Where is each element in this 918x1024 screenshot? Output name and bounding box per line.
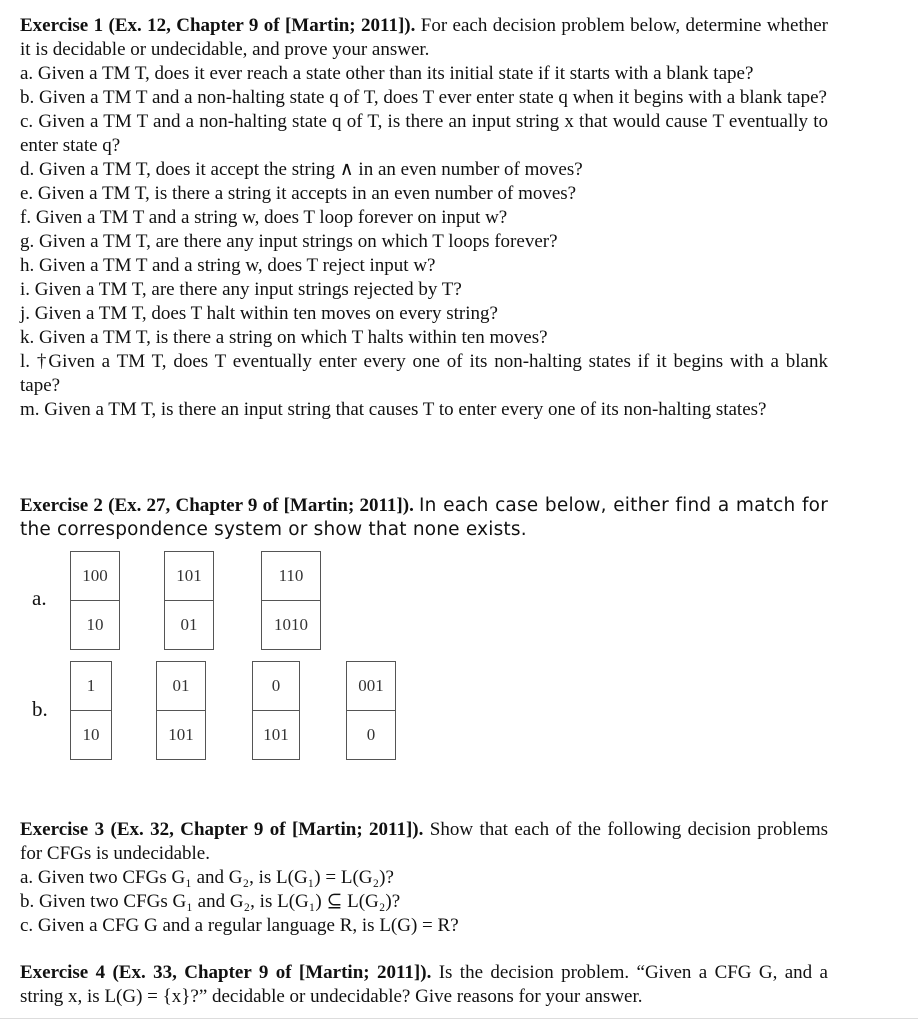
domino-a-2-bottom: 01: [180, 615, 198, 634]
page-bottom-rule: [0, 1018, 918, 1019]
exercise-3: [20, 818, 828, 938]
exercise-4: [20, 961, 828, 1009]
domino-a-2-top: 101: [165, 552, 213, 601]
domino-a-1-top: 100: [71, 552, 119, 601]
domino-b-4-top: 001: [347, 662, 395, 711]
domino-b-1-bottom: 10: [82, 725, 100, 744]
domino-a-1-bottom: 10: [86, 615, 104, 634]
exercise-1-item-l: l. †Given a TM T, does T eventually enter every one of its non-halting states if it begins with a blank tape?: [20, 351, 828, 396]
exercise-1-item-f: f. Given a TM T and a string w, does T loop forever on input w?: [20, 207, 508, 228]
domino-b-3-bottom: 101: [263, 725, 289, 744]
exercise-3-heading: [20, 818, 828, 866]
exercise-4-label: Exercise 4 (Ex. 33, Chapter 9 of [Martin; 2011]).: [20, 962, 432, 983]
domino-a-3-bottom: 1010: [274, 615, 308, 634]
domino-b-1: [70, 661, 112, 760]
exercise-1-item-g: g. Given a TM T, are there any input strings on which T loops forever?: [20, 231, 558, 252]
exercise-1-item-a: a. Given a TM T, does it ever reach a state other than its initial state if it starts with a blank tape?: [20, 63, 754, 84]
part-a-label: a.: [32, 586, 47, 610]
exercise-1-intro: For each decision problem below, determine whether it is decidable or undecidable, and prove your answer.: [20, 15, 828, 60]
exercise-2-intro: In each case below, either find a match for the correspondence system or show that none exists.: [20, 495, 828, 540]
exercise-2-label: Exercise 2 (Ex. 27, Chapter 9 of [Martin; 2011]).: [20, 495, 414, 516]
exercise-1-item-i: i. Given a TM T, are there any input strings rejected by T?: [20, 279, 462, 300]
domino-a-3-top: 110: [262, 552, 320, 601]
exercise-2-heading: [20, 494, 828, 542]
domino-b-2-top: 01: [157, 662, 205, 711]
domino-b-1-top: 1: [71, 662, 111, 711]
exercise-3-item-a: a. Given two CFGs G₁ and G₂, is L(G₁) = L(G₂)?: [20, 867, 394, 888]
exercise-1-item-c: c. Given a TM T and a non-halting state q of T, is there an input string x that would cause T eventually to enter state q?: [20, 111, 828, 156]
domino-b-3-top: 0: [253, 662, 299, 711]
domino-a-2: [164, 551, 214, 650]
part-b-label: b.: [32, 697, 48, 721]
domino-b-2: [156, 661, 206, 760]
exercise-1-item-k: k. Given a TM T, is there a string on which T halts within ten moves?: [20, 327, 548, 348]
exercise-1: [20, 14, 828, 422]
exercise-3-item-b: b. Given two CFGs G₁ and G₂, is L(G₁) ⊆ L(G₂)?: [20, 891, 401, 912]
exercise-1-item-d: d. Given a TM T, does it accept the string ∧ in an even number of moves?: [20, 159, 583, 180]
exercise-4-heading: [20, 961, 828, 1009]
domino-b-4-bottom: 0: [366, 725, 376, 744]
exercise-1-item-b: b. Given a TM T and a non-halting state q of T, does T ever enter state q when it begins with a blank tape?: [20, 87, 827, 108]
exercise-3-item-c: c. Given a CFG G and a regular language R, is L(G) = R?: [20, 915, 459, 936]
domino-a-3: [261, 551, 321, 650]
exercise-2: [20, 494, 828, 542]
domino-a-1: [70, 551, 120, 650]
exercise-3-intro: Show that each of the following decision problems for CFGs is undecidable.: [20, 819, 828, 864]
exercise-1-item-m: m. Given a TM T, is there an input string that causes T to enter every one of its non-halting states?: [20, 399, 767, 420]
exercise-1-item-e: e. Given a TM T, is there a string it accepts in an even number of moves?: [20, 183, 577, 204]
domino-b-4: [346, 661, 396, 760]
exercise-1-item-j: j. Given a TM T, does T halt within ten moves on every string?: [20, 303, 498, 324]
exercise-3-label: Exercise 3 (Ex. 32, Chapter 9 of [Martin; 2011]).: [20, 819, 424, 840]
exercise-1-label: Exercise 1 (Ex. 12, Chapter 9 of [Martin; 2011]).: [20, 15, 416, 36]
domino-b-2-bottom: 101: [168, 725, 194, 744]
exercise-4-intro: Is the decision problem. “Given a CFG G, and a string x, is L(G) = {x}?” decidable or undecidable? Give reasons for your answer.: [20, 962, 828, 1007]
exercise-1-item-h: h. Given a TM T and a string w, does T reject input w?: [20, 255, 436, 276]
exercise-1-heading: [20, 14, 828, 62]
domino-b-3: [252, 661, 300, 760]
